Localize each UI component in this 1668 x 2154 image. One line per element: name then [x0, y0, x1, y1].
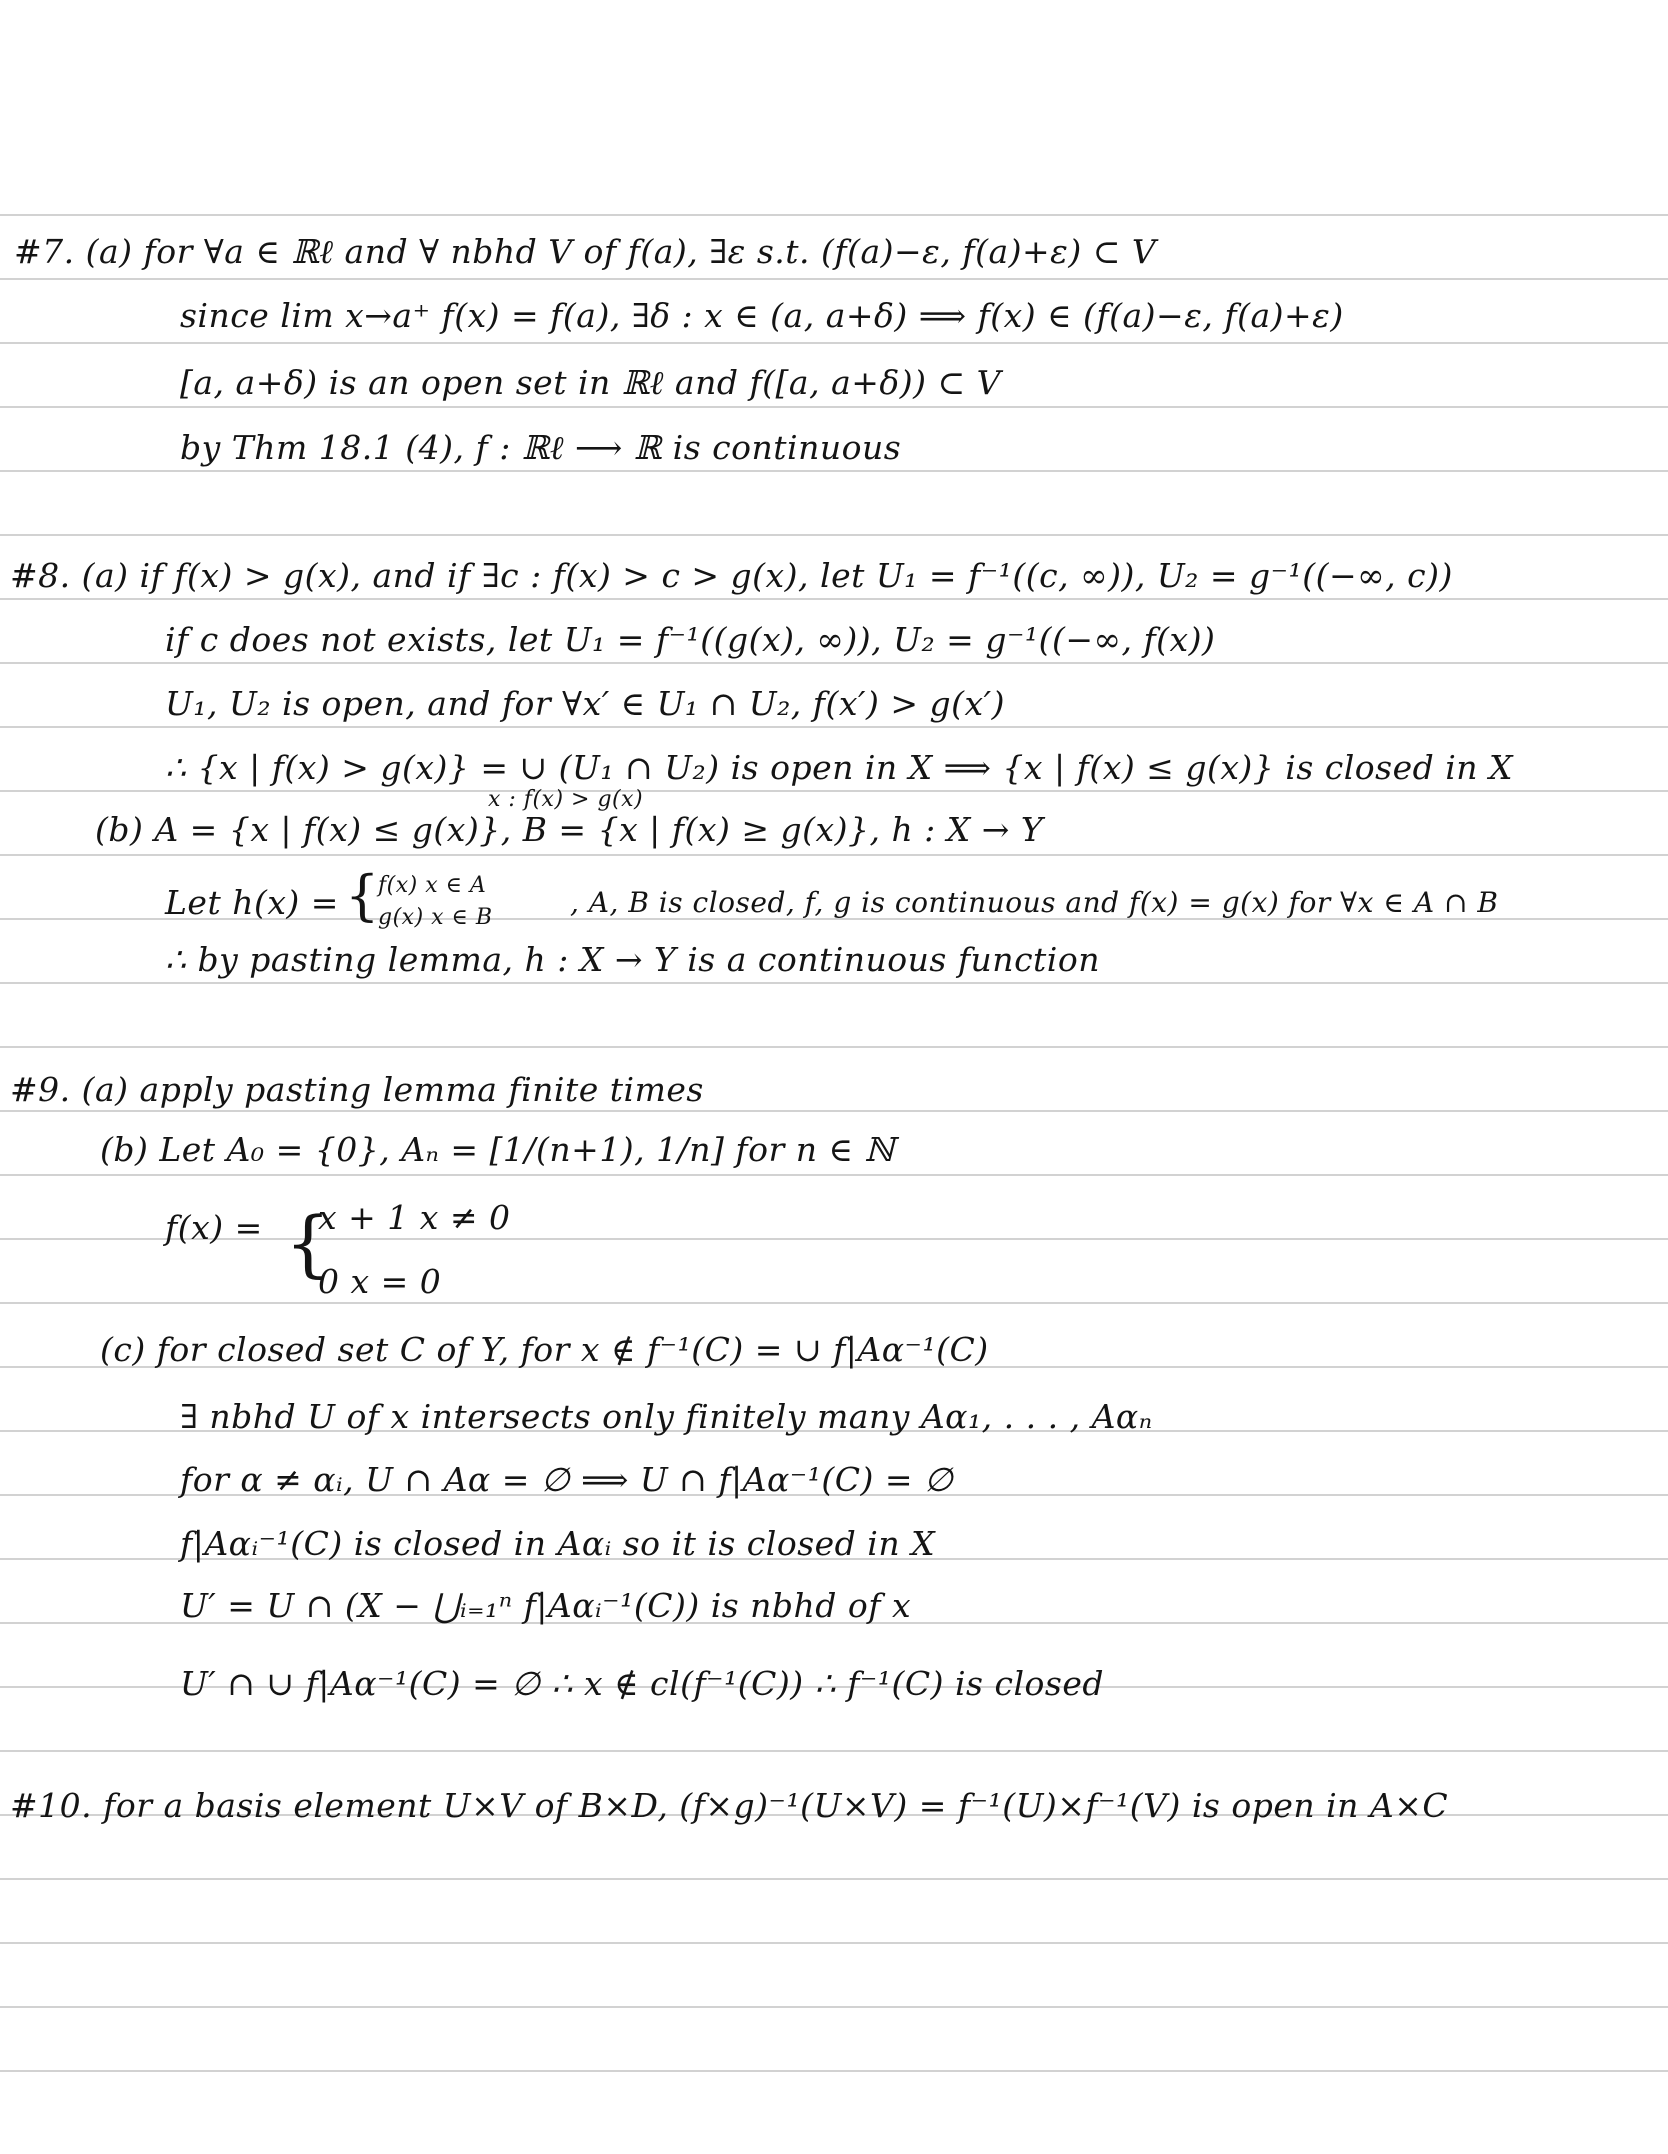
- problem-9-line-5: ∃ nbhd U of x intersects only finitely many Aα₁, . . . , Aαₙ: [180, 1397, 1153, 1436]
- problem-8-h-definition-lead: Let h(x) =: [165, 883, 339, 922]
- problem-9-line-6: for α ≠ αᵢ, U ∩ Aα = ∅ ⟹ U ∩ f|Aα⁻¹(C) = ∅: [180, 1460, 954, 1499]
- ruled-line: [0, 214, 1668, 216]
- ruled-line: [0, 534, 1668, 536]
- ruled-line: [0, 598, 1668, 600]
- ruled-line: [0, 854, 1668, 856]
- problem-8-line-4: ∴ {x | f(x) > g(x)} = ∪ (U₁ ∩ U₂) is open in X ⟹ {x | f(x) ≤ g(x)} is closed in X: [165, 748, 1514, 787]
- ruled-line: [0, 662, 1668, 664]
- ruled-line: [0, 342, 1668, 344]
- problem-9-line-7: f|Aαᵢ⁻¹(C) is closed in Aαᵢ so it is closed in X: [180, 1524, 936, 1563]
- problem-8-union-subscript: x : f(x) > g(x): [488, 787, 644, 812]
- problem-9-case-2: 0 x = 0: [318, 1262, 442, 1301]
- problem-9-line-1: #9. (a) apply pasting lemma finite times: [10, 1070, 704, 1109]
- problem-9-part-c-line: (c) for closed set C of Y, for x ∉ f⁻¹(C) = ∪ f|Aα⁻¹(C): [100, 1330, 989, 1369]
- ruled-line: [0, 1878, 1668, 1880]
- ruled-line: [0, 406, 1668, 408]
- problem-8-case-2: g(x) x ∈ B: [378, 905, 493, 930]
- ruled-line: [0, 278, 1668, 280]
- problem-8-line-2: if c does not exists, let U₁ = f⁻¹((g(x), ∞)), U₂ = g⁻¹((−∞, f(x)): [165, 620, 1216, 659]
- ruled-line: [0, 470, 1668, 472]
- ruled-line: [0, 726, 1668, 728]
- problem-7-line-3: [a, a+δ) is an open set in ℝℓ and f([a, a+δ)) ⊂ V: [180, 363, 1001, 402]
- problem-7-line-4: by Thm 18.1 (4), f : ℝℓ ⟶ ℝ is continuous: [180, 428, 902, 467]
- ruled-line: [0, 1110, 1668, 1112]
- problem-10-line-1: #10. for a basis element U×V of B×D, (f×g)⁻¹(U×V) = f⁻¹(U)×f⁻¹(V) is open in A×C: [10, 1786, 1449, 1825]
- problem-8-h-definition-rest: , A, B is closed, f, g is continuous and f(x) = g(x) for ∀x ∈ A ∩ B: [570, 886, 1499, 919]
- problem-8-line-1: #8. (a) if f(x) > g(x), and if ∃c : f(x) > c > g(x), let U₁ = f⁻¹((c, ∞)), U₂ = g⁻¹((−∞, c)): [10, 556, 1453, 595]
- ruled-line: [0, 1302, 1668, 1304]
- problem-9-case-1: x + 1 x ≠ 0: [318, 1198, 511, 1237]
- ruled-line: [0, 1942, 1668, 1944]
- problem-9-line-8: U′ = U ∩ (X − ⋃ᵢ₌₁ⁿ f|Aαᵢ⁻¹(C)) is nbhd of x: [180, 1586, 912, 1625]
- problem-8-cases-brace: {: [345, 864, 380, 927]
- problem-7-line-2: since lim x→a⁺ f(x) = f(a), ∃δ : x ∈ (a, a+δ) ⟹ f(x) ∈ (f(a)−ε, f(a)+ε): [180, 296, 1344, 335]
- ruled-line: [0, 1046, 1668, 1048]
- problem-9-line-9: U′ ∩ ∪ f|Aα⁻¹(C) = ∅ ∴ x ∉ cl(f⁻¹(C)) ∴ f⁻¹(C) is closed: [180, 1664, 1104, 1703]
- problem-8-case-1: f(x) x ∈ A: [378, 873, 487, 898]
- ruled-line: [0, 2070, 1668, 2072]
- ruled-line: [0, 982, 1668, 984]
- ruled-line: [0, 2006, 1668, 2008]
- ruled-line: [0, 1174, 1668, 1176]
- ruled-line: [0, 790, 1668, 792]
- problem-9-part-b-line: (b) Let A₀ = {0}, Aₙ = [1/(n+1), 1/n] for n ∈ ℕ: [100, 1130, 896, 1169]
- problem-8-part-b-line: (b) A = {x | f(x) ≤ g(x)}, B = {x | f(x) ≥ g(x)}, h : X → Y: [95, 810, 1044, 849]
- problem-8-line-3: U₁, U₂ is open, and for ∀x′ ∈ U₁ ∩ U₂, f(x′) > g(x′): [165, 684, 1005, 723]
- problem-9-f-definition-lead: f(x) =: [165, 1208, 263, 1247]
- problem-9-cases-brace: {: [285, 1201, 332, 1285]
- ruled-line: [0, 1750, 1668, 1752]
- problem-8-line-7: ∴ by pasting lemma, h : X → Y is a continuous function: [165, 940, 1100, 979]
- problem-7-line-1: #7. (a) for ∀a ∈ ℝℓ and ∀ nbhd V of f(a), ∃ε s.t. (f(a)−ε, f(a)+ε) ⊂ V: [14, 232, 1157, 271]
